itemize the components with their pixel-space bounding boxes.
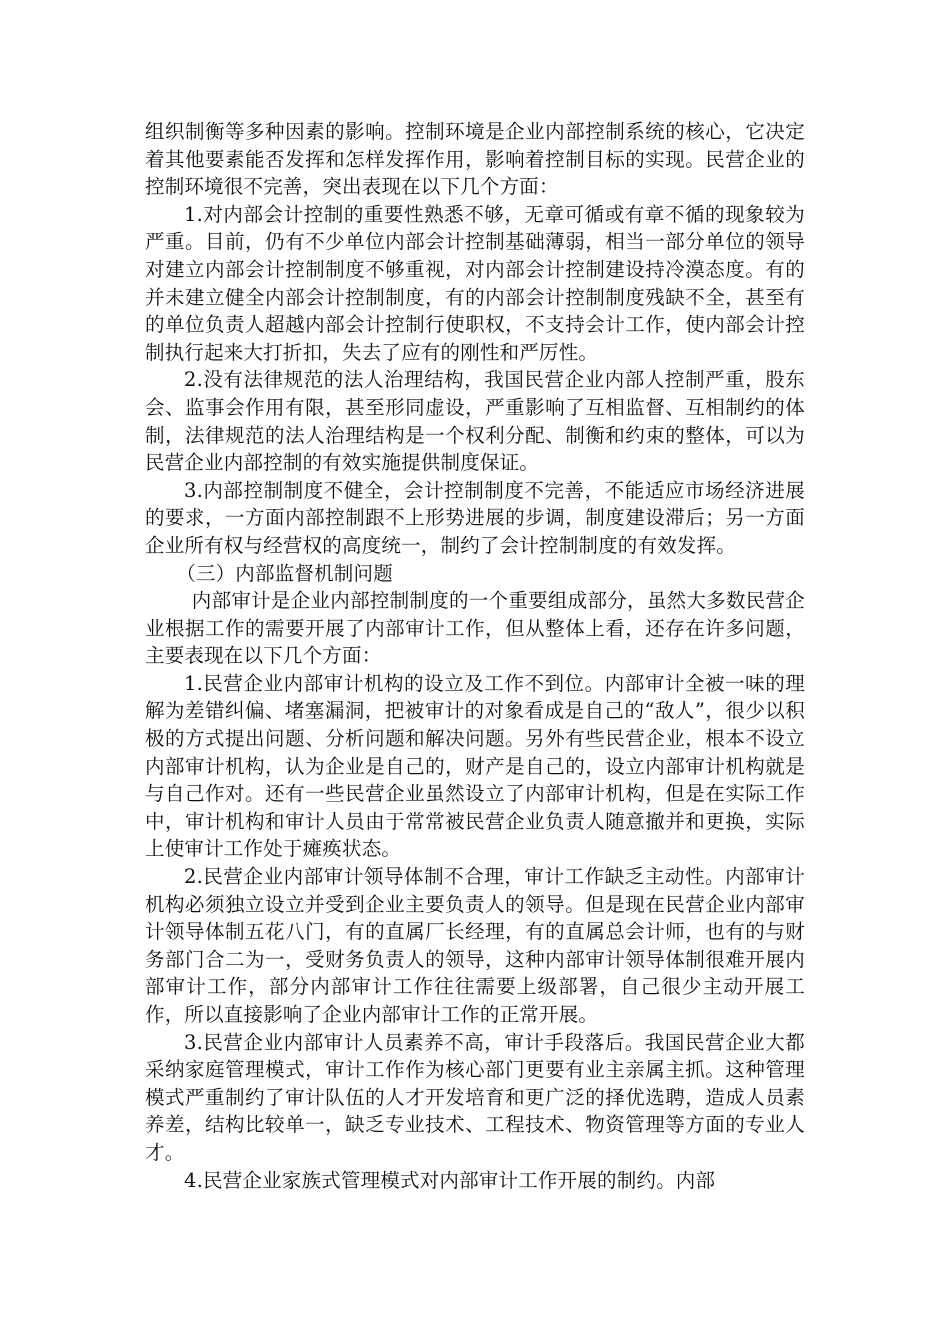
paragraph-item-2-governance-structure: 2.没有法律规范的法人治理结构，我国民营企业内部人控制严重，股东会、监事会作用有限，甚至形同虚设，严重影响了互相监督、互相制约的体制，法律规范的法人治理结构是一个权利分配、制衡和约束的整体，可以为民营企业内部控制的有效实施提供制度保证。 xyxy=(145,368,805,475)
paragraph-audit-item-3: 3.民营企业内部审计人员素养不高，审计手段落后。我国民营企业大都采纳家庭管理模式，审计工作作为核心部门更要有业主亲属主抓。这种管理模式严重制约了审计队伍的人才开发培育和更广泛的择优选聘，造成人员素养差，结构比较单一，缺乏专业技术、工程技术、物资管理等方面的专业人才。 xyxy=(145,1030,805,1164)
paragraph-item-3-control-system: 3.内部控制制度不健全，会计控制制度不完善，不能适应市场经济进展的要求，一方面内部控制跟不上形势进展的步调，制度建设滞后；另一方面企业所有权与经营权的高度统一，制约了会计控制制度的有效发挥。 xyxy=(145,478,805,557)
paragraph-item-1-accounting-control: 1.对内部会计控制的重要性熟悉不够，无章可循或有章不循的现象较为严重。目前，仍有不少单位内部会计控制基础薄弱，相当一部分单位的领导对建立内部会计控制制度不够重视，对内部会计控制建设持冷漠态度。有的并未建立健全内部会计控制制度，有的内部会计控制制度残缺不全，甚至有的单位负责人超越内部会计控制行使职权，不支持会计工作，使内部会计控制执行起来大打折扣，失去了应有的刚性和严厉性。 xyxy=(145,202,805,364)
section-heading-internal-supervision: （三）内部监督机制问题 xyxy=(176,561,393,585)
paragraph-audit-item-2: 2.民营企业内部审计领导体制不合理，审计工作缺乏主动性。内部审计机构必须独立设立并受到企业主要负责人的领导。但是现在民营企业内部审计领导体制五花八门，有的直属厂长经理，有的直属总会计师，也有的与财务部门合二为一，受财务负责人的领导，这种内部审计领导体制很难开展内部审计工作，部分内部审计工作往往需要上级部署，自己很少主动开展工作，所以直接影响了企业内部审计工作的正常开展。 xyxy=(145,865,805,1026)
paragraph-control-environment-intro: 组织制衡等多种因素的影响。控制环境是企业内部控制系统的核心，它决定着其他要素能否发挥和怎样发挥作用，影响着控制目标的实现。民营企业的控制环境很不完善，突出表现在以下几个方面： xyxy=(145,120,805,199)
paragraph-internal-audit-intro: 内部审计是企业内部控制制度的一个重要组成部分，虽然大多数民营企业根据工作的需要开展了内部审计工作，但从整体上看，还存在许多问题，主要表现在以下几个方面： xyxy=(145,589,805,668)
paragraph-audit-item-4: 4.民营企业家族式管理模式对内部审计工作开展的制约。内部 xyxy=(184,1168,716,1192)
document-body xyxy=(145,118,805,1194)
paragraph-audit-item-1: 1.民营企业内部审计机构的设立及工作不到位。内部审计全被一味的理解为差错纠偏、堵塞漏洞，把被审计的对象看成是自己的“敌人”，很少以积极的方式提出问题、分析问题和解决问题。另外有些民营企业，根本不设立内部审计机构，认为企业是自己的，财产是自己的，设立内部审计机构就是与自己作对。还有一些民营企业虽然设立了内部审计机构，但是在实际工作中，审计机构和审计人员由于常常被民营企业负责人随意撤并和更换，实际上使审计工作处于瘫痪状态。 xyxy=(145,671,805,861)
